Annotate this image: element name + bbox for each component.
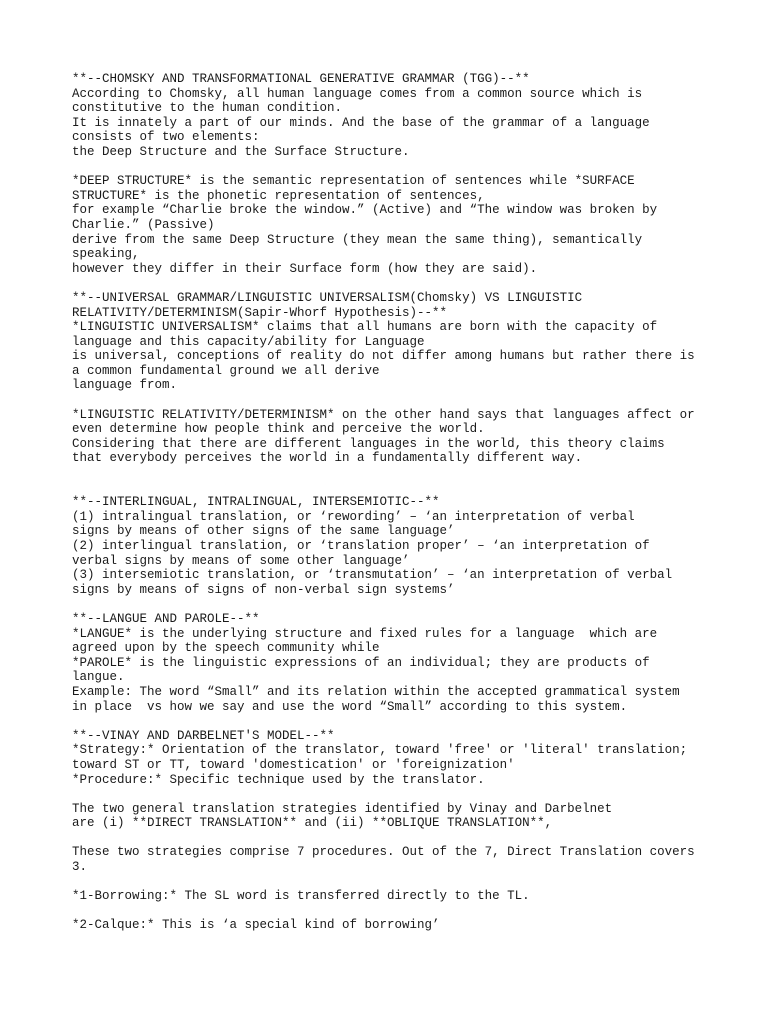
text-line: **--VINAY AND DARBELNET'S MODEL--** [72,728,335,743]
text-line: language and this capacity/ability for Language [72,334,425,349]
paragraph-spacer [72,714,712,729]
paragraph [72,291,712,393]
paragraph [72,845,712,874]
document-section [72,72,712,466]
text-line: According to Chomsky, all human language comes from a common source which is [72,86,643,101]
text-line: verbal signs by means of some other language’ [72,553,410,568]
paragraph [72,729,712,787]
text-line: *DEEP STRUCTURE* is the semantic representation of sentences while *SURFACE [72,174,635,189]
text-line: speaking, [72,247,140,262]
text-line: *LANGUE* is the underlying structure and fixed rules for a language which are [72,626,658,641]
text-line: **--INTERLINGUAL, INTRALINGUAL, INTERSEMIOTIC--** [72,495,440,510]
text-line: that everybody perceives the world in a fundamentally different way. [72,451,583,466]
text-line: signs by means of signs of non-verbal sign systems’ [72,582,455,597]
paragraph [72,495,712,597]
text-line: consists of two elements: [72,130,260,145]
text-line: language from. [72,378,178,393]
text-line: Considering that there are different languages in the world, this theory claims [72,436,665,451]
document-section [72,495,712,933]
text-line: *LINGUISTIC UNIVERSALISM* claims that all humans are born with the capacity of [72,320,658,335]
section-spacer [72,466,712,495]
text-line: *Strategy:* Orientation of the translator, toward 'free' or 'literal' translation; [72,743,688,758]
text-line: *2-Calque:* This is ‘a special kind of borrowing’ [72,918,440,933]
paragraph [72,174,712,276]
text-line: is universal, conceptions of reality do not differ among humans but rather there is [72,349,695,364]
text-line: 3. [72,860,88,875]
text-line: **--LANGUE AND PAROLE--** [72,611,260,626]
text-line: RELATIVITY/DETERMINISM(Sapir-Whorf Hypothesis)--** [72,305,448,320]
paragraph [72,802,712,831]
document-body [72,72,712,933]
text-line: in place vs how we say and use the word “Small” according to this system. [72,699,628,714]
paragraph [72,918,712,933]
text-line: *LINGUISTIC RELATIVITY/DETERMINISM* on the other hand says that languages affect or [72,407,695,422]
paragraph-spacer [72,160,712,175]
text-line: These two strategies comprise 7 procedures. Out of the 7, Direct Translation covers [72,845,695,860]
text-line: (2) interlingual translation, or ‘translation proper’ – ‘an interpretation of [72,539,650,553]
paragraph [72,408,712,466]
paragraph-spacer [72,597,712,612]
text-line: the Deep Structure and the Surface Structure. [72,144,410,159]
text-line: are (i) **DIRECT TRANSLATION** and (ii) **OBLIQUE TRANSLATION**, [72,816,553,831]
text-line: a common fundamental ground we all derive [72,363,380,378]
text-line: It is innately a part of our minds. And the base of the grammar of a language [72,115,650,130]
text-line: for example “Charlie broke the window.” (Active) and “The window was broken by [72,203,658,218]
text-line: **--CHOMSKY AND TRANSFORMATIONAL GENERATIVE GRAMMAR (TGG)--** [72,72,530,86]
text-line: langue. [72,670,125,685]
text-line: even determine how people think and perceive the world. [72,422,485,437]
text-line: signs by means of other signs of the same language’ [72,524,455,539]
text-line: STRUCTURE* is the phonetic representation of sentences, [72,188,485,203]
paragraph [72,889,712,904]
text-line: Charlie.” (Passive) [72,217,215,232]
text-line: constitutive to the human condition. [72,101,343,116]
paragraph-spacer [72,787,712,802]
text-line: Example: The word “Small” and its relation within the accepted grammatical system [72,684,680,699]
paragraph-spacer [72,276,712,291]
text-line: *1-Borrowing:* The SL word is transferred directly to the TL. [72,889,530,904]
paragraph [72,72,712,160]
paragraph-spacer [72,831,712,846]
text-line: The two general translation strategies identified by Vinay and Darbelnet [72,801,613,816]
document-page [72,72,712,933]
paragraph-spacer [72,904,712,919]
text-line: **--UNIVERSAL GRAMMAR/LINGUISTIC UNIVERSALISM(Chomsky) VS LINGUISTIC [72,290,583,305]
text-line: toward ST or TT, toward 'domestication' or 'foreignization' [72,757,515,772]
paragraph-spacer [72,875,712,890]
text-line: *PAROLE* is the linguistic expressions of an individual; they are products of [72,655,650,670]
text-line: (1) intralingual translation, or ‘rewording’ – ‘an interpretation of verbal [72,509,635,524]
paragraph-spacer [72,393,712,408]
text-line: (3) intersemiotic translation, or ‘transmutation’ – ‘an interpretation of verbal [72,568,673,583]
paragraph [72,612,712,714]
text-line: agreed upon by the speech community while [72,641,380,656]
text-line: derive from the same Deep Structure (they mean the same thing), semantically [72,232,643,247]
text-line: *Procedure:* Specific technique used by the translator. [72,772,485,787]
text-line: however they differ in their Surface form (how they are said). [72,261,538,276]
